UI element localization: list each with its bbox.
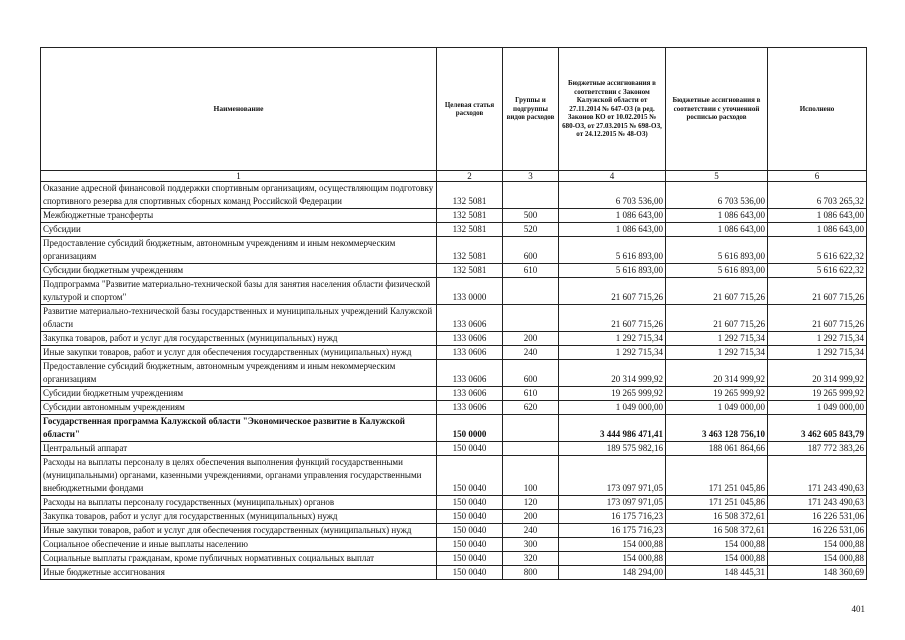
header-executed: Исполнено <box>768 48 867 171</box>
row-name-cell: Социальное обеспечение и иные выплаты населению <box>41 538 437 552</box>
row-executed-amount-cell: 154 000,88 <box>768 552 867 566</box>
row-expense-group-cell: 610 <box>503 264 559 278</box>
row-name-cell: Подпрограмма "Развитие материально-технической базы для занятия населения области физической культурой и спортом" <box>41 278 437 305</box>
table-row <box>41 305 867 332</box>
row-target-article-cell: 133 0606 <box>437 401 503 415</box>
row-name-cell: Субсидии автономным учреждениям <box>41 401 437 415</box>
row-name-cell: Межбюджетные трансферты <box>41 209 437 223</box>
row-refined-amount-cell: 1 292 715,34 <box>666 332 768 346</box>
row-executed-amount-cell: 154 000,88 <box>768 538 867 552</box>
row-executed-amount-cell: 171 243 490,63 <box>768 496 867 510</box>
row-refined-amount-cell: 20 314 999,92 <box>666 360 768 387</box>
row-executed-amount-cell: 1 049 000,00 <box>768 401 867 415</box>
row-name-cell: Субсидии <box>41 223 437 237</box>
row-executed-amount-cell: 16 226 531,06 <box>768 510 867 524</box>
row-target-article-cell: 150 0040 <box>437 456 503 496</box>
header-law-allocations: Бюджетные ассигнования в соответствии с Законом Калужской области от 27.11.2014 № 647-ОЗ (в ред. Законов КО от 10.02.2015 № 680-ОЗ, от 27.03.2015 № 698-ОЗ, от 24.12.2015 № 48-ОЗ) <box>559 48 666 171</box>
row-name-cell: Иные закупки товаров, работ и услуг для обеспечения государственных (муниципальных) нужд <box>41 346 437 360</box>
row-law-amount-cell: 5 616 893,00 <box>559 237 666 264</box>
row-refined-amount-cell: 1 049 000,00 <box>666 401 768 415</box>
table-row <box>41 442 867 456</box>
table-row <box>41 510 867 524</box>
row-name-cell: Оказание адресной финансовой поддержки спортивным организациям, осуществляющим подготовку спортивного резерва для спортивных сборных команд Российской Федерации <box>41 182 437 209</box>
row-executed-amount-cell: 187 772 383,26 <box>768 442 867 456</box>
column-number: 4 <box>559 171 666 182</box>
row-expense-group-cell <box>503 305 559 332</box>
budget-table-page <box>40 47 866 580</box>
row-expense-group-cell: 100 <box>503 456 559 496</box>
row-target-article-cell: 150 0000 <box>437 415 503 442</box>
row-refined-amount-cell: 154 000,88 <box>666 538 768 552</box>
row-law-amount-cell: 1 292 715,34 <box>559 332 666 346</box>
row-refined-amount-cell: 1 086 643,00 <box>666 209 768 223</box>
row-executed-amount-cell: 171 243 490,63 <box>768 456 867 496</box>
row-executed-amount-cell: 5 616 622,32 <box>768 237 867 264</box>
row-target-article-cell: 133 0606 <box>437 360 503 387</box>
column-number: 2 <box>437 171 503 182</box>
row-law-amount-cell: 21 607 715,26 <box>559 305 666 332</box>
table-row <box>41 278 867 305</box>
row-refined-amount-cell: 16 508 372,61 <box>666 510 768 524</box>
row-law-amount-cell: 148 294,00 <box>559 566 666 580</box>
row-expense-group-cell: 800 <box>503 566 559 580</box>
row-target-article-cell: 133 0000 <box>437 278 503 305</box>
row-executed-amount-cell: 19 265 999,92 <box>768 387 867 401</box>
budget-execution-table <box>40 47 867 580</box>
row-executed-amount-cell: 21 607 715,26 <box>768 305 867 332</box>
row-refined-amount-cell: 171 251 045,86 <box>666 456 768 496</box>
row-executed-amount-cell: 3 462 605 843,79 <box>768 415 867 442</box>
row-law-amount-cell: 16 175 716,23 <box>559 524 666 538</box>
row-expense-group-cell <box>503 442 559 456</box>
row-law-amount-cell: 1 292 715,34 <box>559 346 666 360</box>
page-number: 401 <box>851 604 865 614</box>
row-expense-group-cell: 600 <box>503 360 559 387</box>
row-target-article-cell: 150 0040 <box>437 552 503 566</box>
row-expense-group-cell <box>503 415 559 442</box>
row-refined-amount-cell: 148 445,31 <box>666 566 768 580</box>
row-target-article-cell: 150 0040 <box>437 538 503 552</box>
row-expense-group-cell: 520 <box>503 223 559 237</box>
table-row <box>41 496 867 510</box>
table-body <box>41 182 867 580</box>
row-refined-amount-cell: 6 703 536,00 <box>666 182 768 209</box>
row-refined-amount-cell: 21 607 715,26 <box>666 278 768 305</box>
row-law-amount-cell: 1 086 643,00 <box>559 209 666 223</box>
row-target-article-cell: 133 0606 <box>437 346 503 360</box>
row-expense-group-cell <box>503 278 559 305</box>
row-target-article-cell: 133 0606 <box>437 332 503 346</box>
row-refined-amount-cell: 19 265 999,92 <box>666 387 768 401</box>
row-expense-group-cell: 200 <box>503 332 559 346</box>
table-row <box>41 264 867 278</box>
table-row <box>41 538 867 552</box>
row-target-article-cell: 133 0606 <box>437 387 503 401</box>
row-target-article-cell: 132 5081 <box>437 182 503 209</box>
row-refined-amount-cell: 16 508 372,61 <box>666 524 768 538</box>
row-expense-group-cell: 120 <box>503 496 559 510</box>
row-law-amount-cell: 16 175 716,23 <box>559 510 666 524</box>
row-executed-amount-cell: 1 292 715,34 <box>768 346 867 360</box>
row-name-cell: Государственная программа Калужской области "Экономическое развитие в Калужской области" <box>41 415 437 442</box>
row-expense-group-cell: 600 <box>503 237 559 264</box>
table-row <box>41 209 867 223</box>
row-expense-group-cell: 320 <box>503 552 559 566</box>
row-executed-amount-cell: 1 086 643,00 <box>768 209 867 223</box>
row-name-cell: Развитие материально-технической базы государственных и муниципальных учреждений Калужской области <box>41 305 437 332</box>
row-law-amount-cell: 6 703 536,00 <box>559 182 666 209</box>
row-law-amount-cell: 5 616 893,00 <box>559 264 666 278</box>
row-target-article-cell: 133 0606 <box>437 305 503 332</box>
row-law-amount-cell: 154 000,88 <box>559 538 666 552</box>
row-law-amount-cell: 3 444 986 471,41 <box>559 415 666 442</box>
row-refined-amount-cell: 3 463 128 756,10 <box>666 415 768 442</box>
table-row <box>41 415 867 442</box>
row-name-cell: Центральный аппарат <box>41 442 437 456</box>
row-law-amount-cell: 1 049 000,00 <box>559 401 666 415</box>
row-target-article-cell: 132 5081 <box>437 237 503 264</box>
row-law-amount-cell: 21 607 715,26 <box>559 278 666 305</box>
row-expense-group-cell: 200 <box>503 510 559 524</box>
table-row <box>41 456 867 496</box>
row-expense-group-cell: 240 <box>503 346 559 360</box>
row-expense-group-cell: 610 <box>503 387 559 401</box>
row-refined-amount-cell: 21 607 715,26 <box>666 305 768 332</box>
row-executed-amount-cell: 5 616 622,32 <box>768 264 867 278</box>
row-name-cell: Предоставление субсидий бюджетным, автономным учреждениям и иным некоммерческим организациям <box>41 360 437 387</box>
row-law-amount-cell: 1 086 643,00 <box>559 223 666 237</box>
row-refined-amount-cell: 188 061 864,66 <box>666 442 768 456</box>
column-number: 3 <box>503 171 559 182</box>
row-executed-amount-cell: 6 703 265,32 <box>768 182 867 209</box>
table-row <box>41 387 867 401</box>
row-target-article-cell: 150 0040 <box>437 496 503 510</box>
column-number: 6 <box>768 171 867 182</box>
row-executed-amount-cell: 148 360,69 <box>768 566 867 580</box>
row-refined-amount-cell: 171 251 045,86 <box>666 496 768 510</box>
row-refined-amount-cell: 1 292 715,34 <box>666 346 768 360</box>
row-target-article-cell: 132 5081 <box>437 209 503 223</box>
header-name: Наименование <box>41 48 437 171</box>
row-executed-amount-cell: 1 086 643,00 <box>768 223 867 237</box>
row-expense-group-cell <box>503 182 559 209</box>
header-target-article: Целевая статья расходов <box>437 48 503 171</box>
row-name-cell: Иные бюджетные ассигнования <box>41 566 437 580</box>
row-target-article-cell: 150 0040 <box>437 442 503 456</box>
row-target-article-cell: 132 5081 <box>437 223 503 237</box>
row-expense-group-cell: 620 <box>503 401 559 415</box>
row-expense-group-cell: 500 <box>503 209 559 223</box>
table-row <box>41 182 867 209</box>
row-target-article-cell: 150 0040 <box>437 566 503 580</box>
table-row <box>41 332 867 346</box>
row-executed-amount-cell: 20 314 999,92 <box>768 360 867 387</box>
row-law-amount-cell: 154 000,88 <box>559 552 666 566</box>
table-row <box>41 401 867 415</box>
row-law-amount-cell: 173 097 971,05 <box>559 456 666 496</box>
column-number: 5 <box>666 171 768 182</box>
row-law-amount-cell: 189 575 982,16 <box>559 442 666 456</box>
row-law-amount-cell: 20 314 999,92 <box>559 360 666 387</box>
row-name-cell: Предоставление субсидий бюджетным, автономным учреждениям и иным некоммерческим организациям <box>41 237 437 264</box>
row-refined-amount-cell: 1 086 643,00 <box>666 223 768 237</box>
row-name-cell: Иные закупки товаров, работ и услуг для обеспечения государственных (муниципальных) нужд <box>41 524 437 538</box>
header-refined-allocations: Бюджетные ассигнования в соответствии с уточненной росписью расходов <box>666 48 768 171</box>
row-expense-group-cell: 300 <box>503 538 559 552</box>
table-row <box>41 346 867 360</box>
row-executed-amount-cell: 21 607 715,26 <box>768 278 867 305</box>
header-row <box>41 48 867 171</box>
column-number-row <box>41 171 867 182</box>
row-name-cell: Субсидии бюджетным учреждениям <box>41 387 437 401</box>
row-executed-amount-cell: 16 226 531,06 <box>768 524 867 538</box>
row-target-article-cell: 132 5081 <box>437 264 503 278</box>
row-law-amount-cell: 173 097 971,05 <box>559 496 666 510</box>
table-row <box>41 524 867 538</box>
row-name-cell: Закупка товаров, работ и услуг для государственных (муниципальных) нужд <box>41 510 437 524</box>
row-refined-amount-cell: 5 616 893,00 <box>666 264 768 278</box>
table-row <box>41 223 867 237</box>
row-refined-amount-cell: 154 000,88 <box>666 552 768 566</box>
row-name-cell: Закупка товаров, работ и услуг для государственных (муниципальных) нужд <box>41 332 437 346</box>
row-expense-group-cell: 240 <box>503 524 559 538</box>
table-row <box>41 237 867 264</box>
column-number: 1 <box>41 171 437 182</box>
row-executed-amount-cell: 1 292 715,34 <box>768 332 867 346</box>
table-row <box>41 360 867 387</box>
row-refined-amount-cell: 5 616 893,00 <box>666 237 768 264</box>
row-name-cell: Расходы на выплаты персоналу в целях обеспечения выполнения функций государственными (муниципальными) органами, казенными учреждениями, органами управления государственными внебюджетными фондами <box>41 456 437 496</box>
header-expense-group: Группы и подгруппы видов расходов <box>503 48 559 171</box>
row-name-cell: Расходы на выплаты персоналу государственных (муниципальных) органов <box>41 496 437 510</box>
table-row <box>41 566 867 580</box>
row-target-article-cell: 150 0040 <box>437 510 503 524</box>
table-row <box>41 552 867 566</box>
row-name-cell: Социальные выплаты гражданам, кроме публичных нормативных социальных выплат <box>41 552 437 566</box>
row-target-article-cell: 150 0040 <box>437 524 503 538</box>
row-law-amount-cell: 19 265 999,92 <box>559 387 666 401</box>
row-name-cell: Субсидии бюджетным учреждениям <box>41 264 437 278</box>
